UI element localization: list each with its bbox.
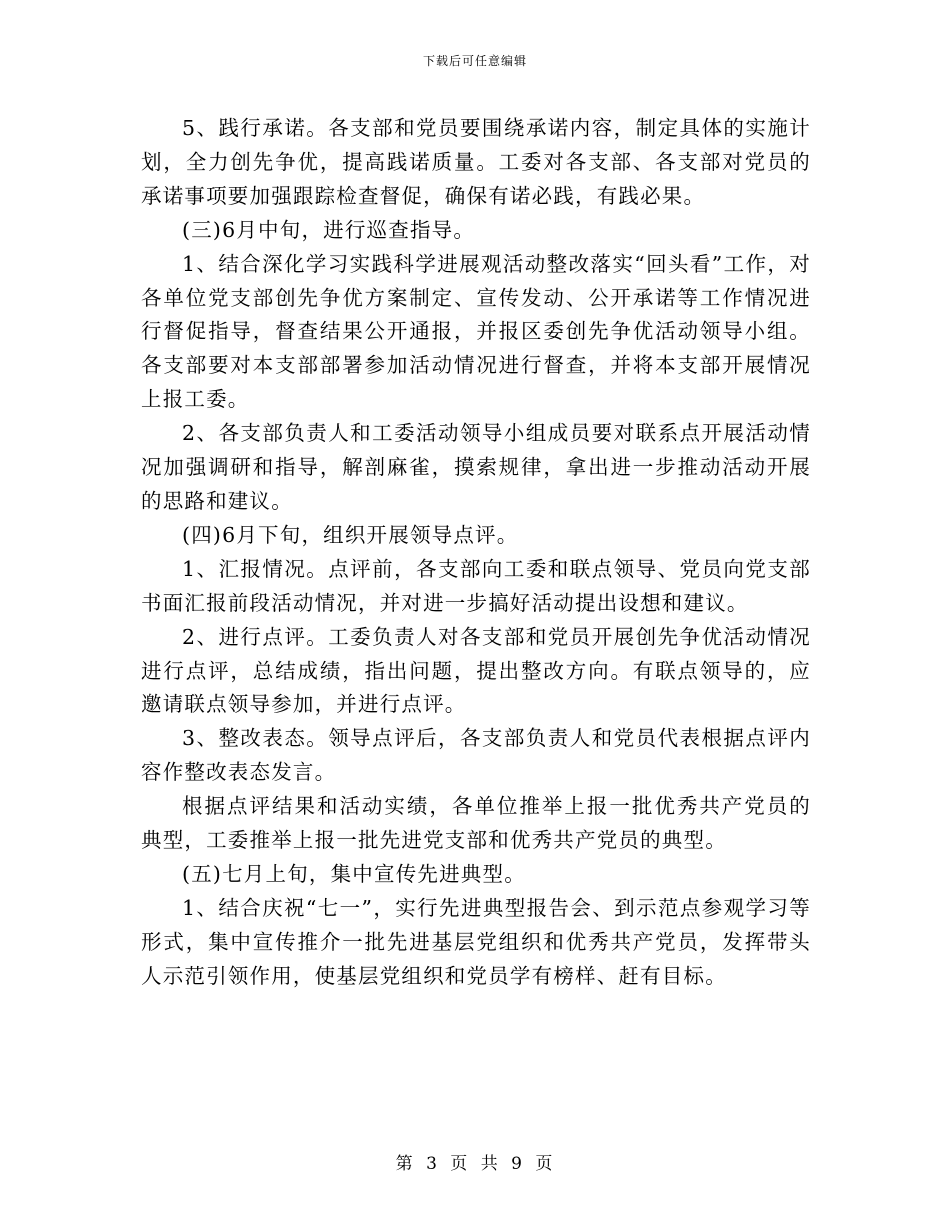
page-header: 下载后可任意编辑 xyxy=(422,54,527,68)
section-heading: (三)6月中旬，进行巡查指导。 xyxy=(182,217,476,242)
section-heading: (四)6月下旬，组织开展领导点评。 xyxy=(182,522,519,547)
paragraph: 2、进行点评。工委负责人对各支部和党员开展创先争优活动情况进行点评，总结成绩，指出问题，提出整改方向。有联点领导的，应邀请联点领导参加，并进行点评。 xyxy=(141,624,811,717)
paragraph: 5、践行承诺。各支部和党员要围绕承诺内容，制定具体的实施计划，全力创先争优，提高践诺质量。工委对各支部、各支部对党员的承诺事项要加强跟踪检查督促，确保有诺必践，有践必果。 xyxy=(141,116,811,208)
paragraph: 3、整改表态。领导点评后，各支部负责人和党员代表根据点评内容作整改表态发言。 xyxy=(141,726,811,785)
paragraph: 根据点评结果和活动实绩，各单位推举上报一批优秀共产党员的典型，工委推举上报一批先进党支部和优秀共产党员的典型。 xyxy=(141,794,811,853)
paragraph: 2、各支部负责人和工委活动领导小组成员要对联系点开展活动情况加强调研和指导，解剖麻雀，摸索规律，拿出进一步推动活动开展的思路和建议。 xyxy=(141,421,811,513)
paragraph: 1、汇报情况。点评前，各支部向工委和联点领导、党员向党支部书面汇报前段活动情况，并对进一步搞好活动提出设想和建议。 xyxy=(141,556,811,615)
paragraph: 1、结合庆祝“七一”，实行先进典型报告会、到示范点参观学习等形式，集中宣传推介一批先进基层党组织和优秀共产党员，发挥带头人示范引领作用，使基层党组织和党员学有榜样、赶有目标。 xyxy=(141,895,811,988)
paragraph: 1、结合深化学习实践科学进展观活动整改落实“回头看”工作，对各单位党支部创先争优方案制定、宣传发动、公开承诺等工作情况进行督促指导，督查结果公开通报，并报区委创先争优活动领导小组。各支部要对本支部部署参加活动情况进行督查，并将本支部开展情况上报工委。 xyxy=(141,251,811,412)
document-body xyxy=(141,112,811,994)
page-number: 第 3 页 共 9 页 xyxy=(395,1154,555,1174)
section-heading: (五)七月上旬，集中宣传先进典型。 xyxy=(182,861,526,886)
